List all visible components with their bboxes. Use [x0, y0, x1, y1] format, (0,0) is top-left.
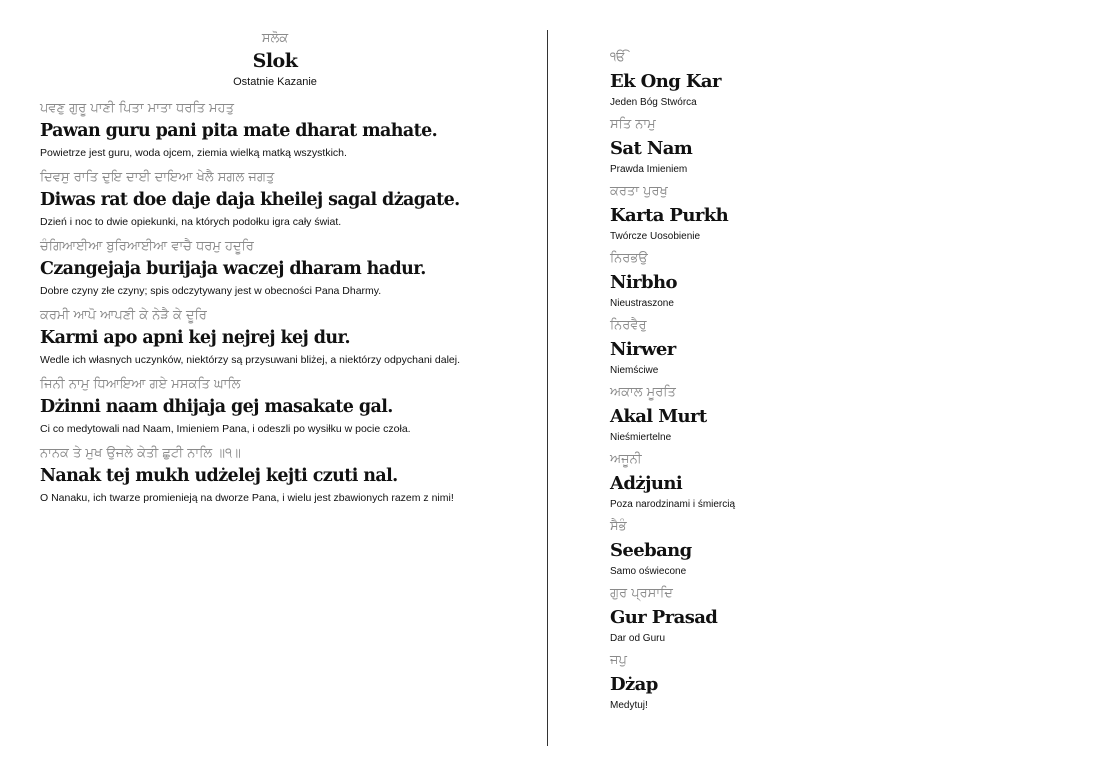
- mantra-translation: Dar od Guru: [610, 633, 666, 644]
- mantra-gurmukhi: ਸਤਿ ਨਾਮੁ: [610, 117, 656, 132]
- verse-transliteration: Czangejaja burijaja waczej dharam hadur.: [40, 259, 426, 279]
- mantra-transliteration: Seebang: [610, 540, 692, 561]
- mantra-translation: Medytuj!: [610, 700, 648, 711]
- mantra-item: [610, 450, 940, 517]
- verse-translation: Powietrze jest guru, woda ojcem, ziemia wielką matką wszystkich.: [40, 147, 347, 159]
- mantra-translation: Nieśmiertelne: [610, 432, 672, 443]
- mantra-item: [610, 517, 940, 584]
- mantra-translation: Nieustraszone: [610, 298, 674, 309]
- mantra-translation: Prawda Imieniem: [610, 164, 688, 175]
- mantra-transliteration: Sat Nam: [610, 138, 693, 159]
- slok-column: [40, 30, 510, 514]
- verse-gurmukhi: ਚੰਗਿਆਈਆ ਬੁਰਿਆਈਆ ਵਾਚੈ ਧਰਮੁ ਹਦੂਰਿ: [40, 239, 254, 254]
- mantra-translation: Twórcze Uosobienie: [610, 231, 701, 242]
- mantra-transliteration: Karta Purkh: [610, 205, 729, 226]
- verse-block: [40, 307, 510, 368]
- verse-transliteration: Karmi apo apni kej nejrej kej dur.: [40, 328, 351, 348]
- mantra-gurmukhi: ਗੁਰ ਪ੍ਰਸਾਦਿ: [610, 586, 673, 601]
- mantra-transliteration: Nirbho: [610, 272, 677, 293]
- mantra-gurmukhi: ਅਜੂਨੀ: [610, 452, 642, 467]
- verse-gurmukhi: ਨਾਨਕ ਤੇ ਮੁਖ ਉਜਲੇ ਕੇਤੀ ਛੁਟੀ ਨਾਲਿ ॥੧॥: [40, 446, 241, 461]
- mantra-translation: Samo oświecone: [610, 566, 687, 577]
- mantra-gurmukhi: ਕਰਤਾ ਪੁਰਖੁ: [610, 184, 668, 199]
- verse-block: [40, 376, 510, 437]
- mantra-item: [610, 249, 940, 316]
- mantra-item: [610, 383, 940, 450]
- mantra-transliteration: Adżjuni: [610, 473, 683, 494]
- verse-translation: Wedle ich własnych uczynków, niektórzy są przysuwani bliżej, a niektórzy odpychani dalej.: [40, 354, 461, 366]
- mantra-transliteration: Akal Murt: [610, 406, 707, 427]
- verse-gurmukhi: ਦਿਵਸੁ ਰਾਤਿ ਦੁਇ ਦਾਈ ਦਾਇਆ ਖੇਲੈ ਸਗਲ ਜਗਤੁ: [40, 170, 275, 185]
- slok-heading-subtitle: Ostatnie Kazanie: [233, 76, 317, 88]
- verse-translation: Dzień i noc to dwie opiekunki, na których podołku igra cały świat.: [40, 216, 342, 228]
- mantra-item: [610, 316, 940, 383]
- verse-transliteration: Diwas rat doe daje daja kheilej sagal dżagate.: [40, 190, 460, 210]
- verse-transliteration: Nanak tej mukh udżelej kejti czuti nal.: [40, 466, 398, 486]
- mantra-transliteration: Ek Ong Kar: [610, 71, 721, 92]
- verse-block: [40, 100, 510, 161]
- verse-gurmukhi: ਜਿਨੀ ਨਾਮੁ ਧਿਆਇਆ ਗਏ ਮਸਕਤਿ ਘਾਲਿ: [40, 377, 241, 392]
- verse-transliteration: Pawan guru pani pita mate dharat mahate.: [40, 121, 438, 141]
- mantra-transliteration: Dżap: [610, 674, 658, 695]
- mantra-item: [610, 48, 940, 115]
- mantra-item: [610, 182, 940, 249]
- mantra-gurmukhi: ਅਕਾਲ ਮੂਰਤਿ: [610, 385, 676, 400]
- verse-translation: Ci co medytowali nad Naam, Imieniem Pana, i odeszli po wysiłku w pocie czoła.: [40, 423, 411, 435]
- mantra-gurmukhi: ੴ: [610, 50, 626, 65]
- mool-mantar-column: [610, 48, 940, 718]
- verse-translation: O Nanaku, ich twarze promienieją na dworze Pana, i wielu jest zbawionych razem z nimi!: [40, 492, 454, 504]
- verse-block: [40, 169, 510, 230]
- verse-transliteration: Dżinni naam dhijaja gej masakate gal.: [40, 397, 393, 417]
- verse-gurmukhi: ਕਰਮੀ ਆਪੋ ਆਪਣੀ ਕੇ ਨੇੜੈ ਕੇ ਦੂਰਿ: [40, 308, 207, 323]
- mantra-translation: Jeden Bóg Stwórca: [610, 97, 697, 108]
- verse-block: [40, 238, 510, 299]
- verse-block: [40, 445, 510, 506]
- verse-translation: Dobre czyny złe czyny; spis odczytywany jest w obecności Pana Dharmy.: [40, 285, 382, 297]
- mantra-item: [610, 115, 940, 182]
- mantra-item: [610, 651, 940, 718]
- mantra-transliteration: Nirwer: [610, 339, 676, 360]
- mantra-item: [610, 584, 940, 651]
- verse-gurmukhi: ਪਵਣੁ ਗੁਰੂ ਪਾਣੀ ਪਿਤਾ ਮਾਤਾ ਧਰਤਿ ਮਹਤੁ: [40, 101, 234, 116]
- mantra-translation: Poza narodzinami i śmiercią: [610, 499, 736, 510]
- mantra-gurmukhi: ਸੈਭੰ: [610, 519, 627, 534]
- slok-heading-gurmukhi: ਸਲੋਕ: [261, 31, 289, 46]
- mantra-translation: Niemściwe: [610, 365, 659, 376]
- mantra-gurmukhi: ਨਿਰਵੈਰੁ: [610, 318, 647, 333]
- mantra-transliteration: Gur Prasad: [610, 607, 718, 628]
- mantra-gurmukhi: ਨਿਰਭਉ: [610, 251, 648, 266]
- slok-heading-title: Slok: [252, 50, 298, 72]
- mantra-gurmukhi: ਜਪੁ: [610, 653, 627, 668]
- column-divider: [547, 30, 548, 746]
